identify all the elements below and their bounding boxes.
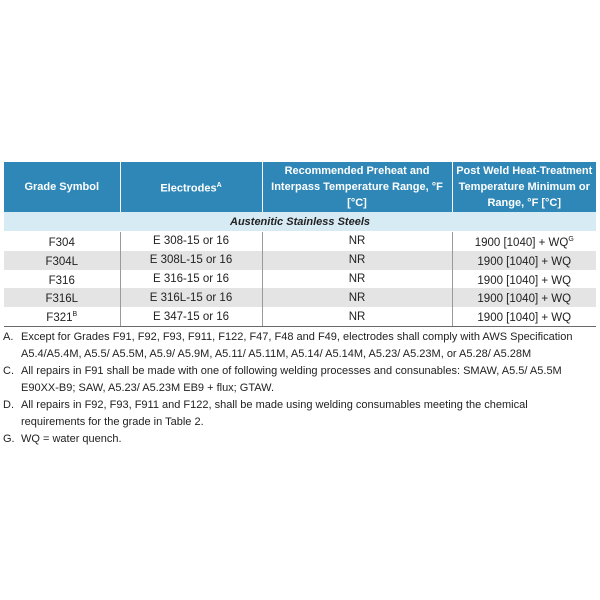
cell-electrode: E 308-15 or 16	[120, 232, 262, 251]
header-pwht: Post Weld Heat-Treatment Temperature Minimum or Range, °F [°C]	[452, 162, 596, 212]
cell-grade: F316L	[4, 288, 120, 307]
footnote-text: Except for Grades F91, F92, F93, F911, F122, F47, F48 and F49, electrodes shall comply with AWS Specification A5.4/A5.4M, A5.5/ A5.5M, A5.9/ A5.9M, A5.11/ A5.11M, A5.14/ A5.14M, A5.23/ A5.23M, or A5.28/ A5.28M	[21, 331, 573, 361]
footnotes	[3, 329, 593, 448]
cell-pwht: 1900 $[1040] + WQ^G$	[452, 232, 596, 251]
table-row	[4, 251, 596, 270]
footnote-key: C.	[3, 365, 14, 378]
cell-pwht: 1900 [1040] + WQ	[452, 251, 596, 270]
cell-electrode: E 316L-15 or 16	[120, 288, 262, 307]
header-grade-symbol: Grade Symbol	[4, 162, 120, 212]
cell-preheat: NR	[262, 232, 452, 251]
section-title: Austenitic Stainless Steels	[4, 212, 596, 232]
section-row	[4, 212, 596, 232]
cell-grade: F316	[4, 270, 120, 289]
cell-electrode: E 347-15 or 16	[120, 307, 262, 326]
table-row	[4, 307, 596, 326]
table-row	[4, 232, 596, 251]
footnote-ref: A	[216, 181, 222, 189]
cell-electrode: E 316-15 or 16	[120, 270, 262, 289]
document-page	[0, 162, 600, 448]
footnote-item	[3, 329, 593, 363]
footnote-key: G.	[3, 433, 15, 446]
cell-preheat: NR	[262, 270, 452, 289]
footnote-text: All repairs in F92, F93, F911 and F122, shall be made using welding consumables meeting the chemical requirements for the grade in Table 2.	[21, 399, 528, 429]
cell-grade: $F321^B$	[4, 307, 120, 326]
footnote-key: A.	[3, 331, 14, 344]
cell-preheat: NR	[262, 251, 452, 270]
header-electrodes: Electrodes$^A$	[120, 162, 262, 212]
footnote-key: D.	[3, 399, 14, 412]
cell-electrode: E 308L-15 or 16	[120, 251, 262, 270]
weld-spec-table	[4, 162, 596, 327]
footnote-item	[3, 431, 593, 448]
header-preheat: Recommended Preheat and Interpass Temperature Range, °F [°C]	[262, 162, 452, 212]
cell-grade: F304	[4, 232, 120, 251]
footnote-text: WQ = water quench.	[21, 433, 122, 446]
table-header-row	[4, 162, 596, 212]
cell-pwht: 1900 [1040] + WQ	[452, 288, 596, 307]
footnote-text: All repairs in F91 shall be made with one of following welding processes and consunables: SMAW, A5.5/ A5.5M E90XX-B9; SAW, A5.23/ A5.23M EB9 + flux; GTAW.	[21, 365, 562, 395]
cell-preheat: NR	[262, 288, 452, 307]
footnote-item	[3, 363, 593, 397]
footnote-item	[3, 397, 593, 431]
table-row	[4, 270, 596, 289]
cell-pwht: 1900 [1040] + WQ	[452, 270, 596, 289]
table-row	[4, 288, 596, 307]
cell-grade: F304L	[4, 251, 120, 270]
cell-preheat: NR	[262, 307, 452, 326]
cell-pwht: 1900 [1040] + WQ	[452, 307, 596, 326]
